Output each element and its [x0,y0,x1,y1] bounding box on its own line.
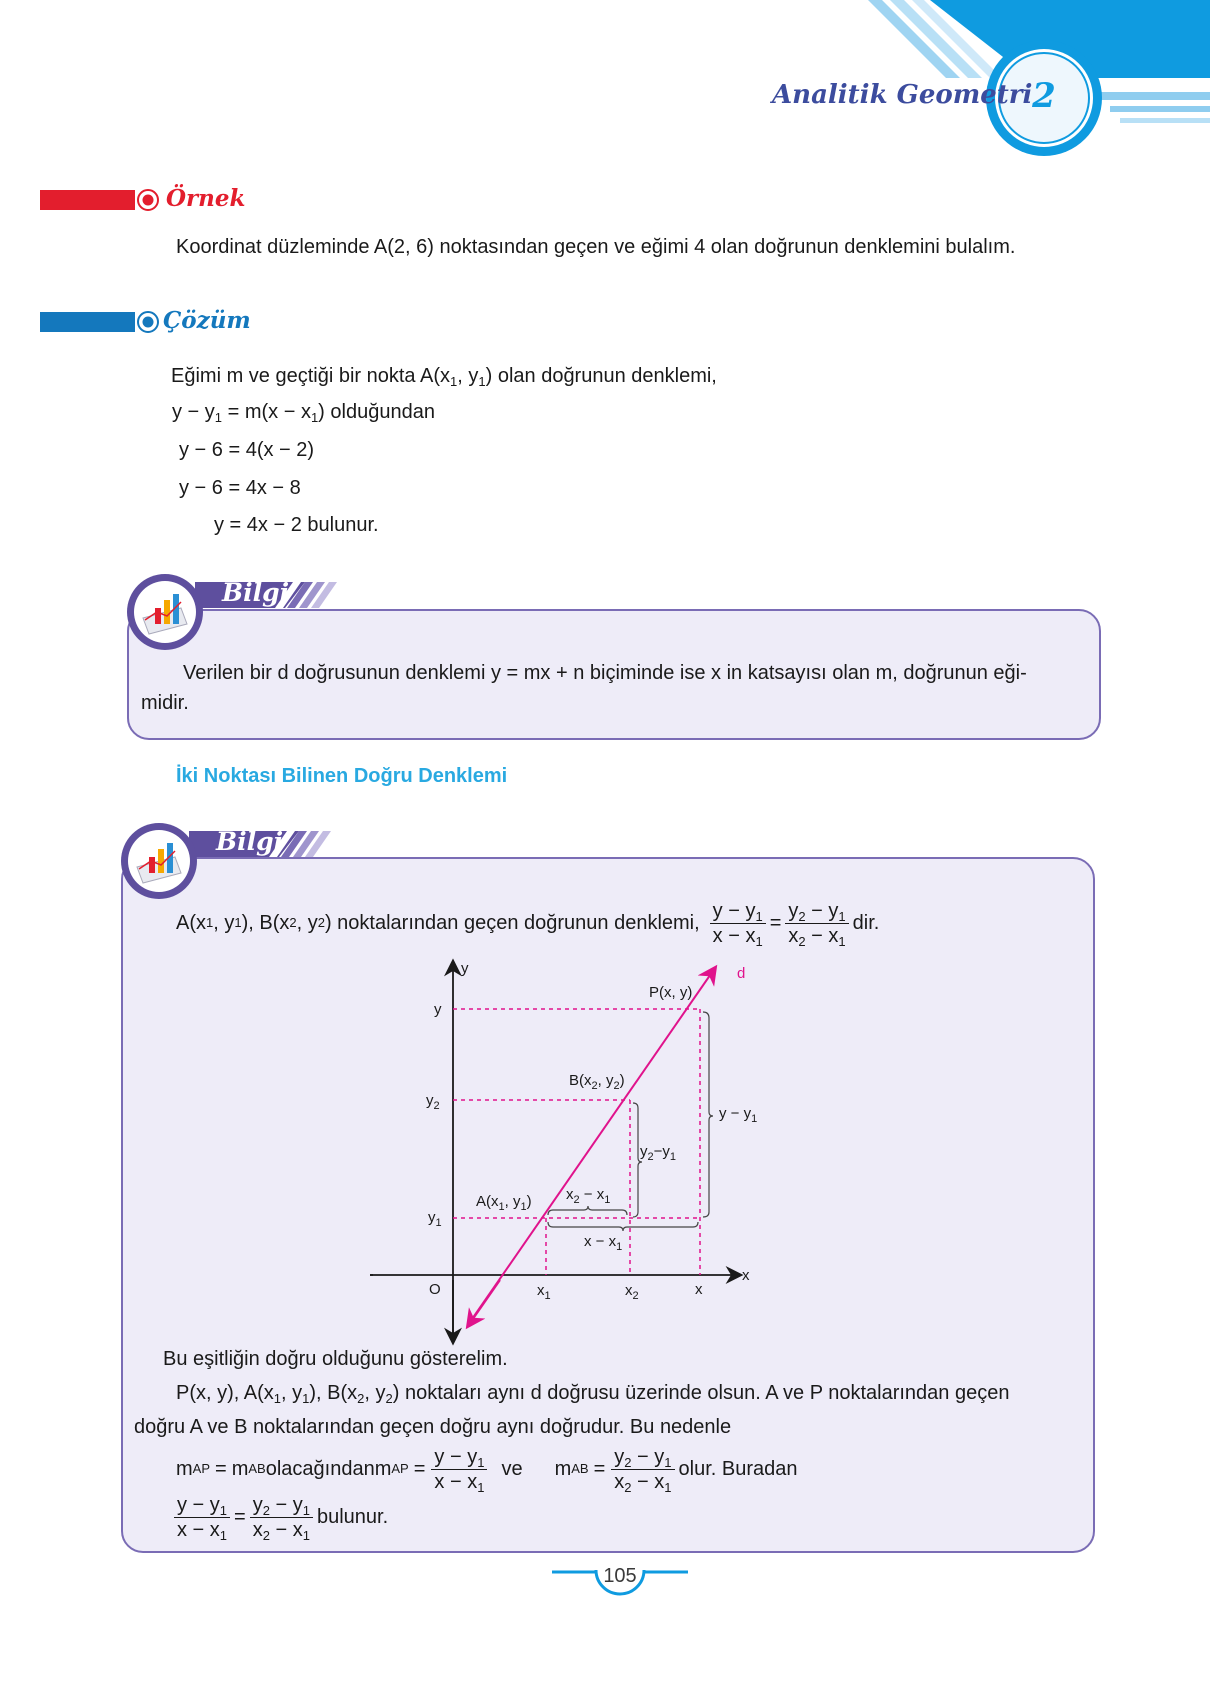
formula-fraction-left: $\frac{y - y_1}{x - x_1}$ [710,900,766,947]
bilgi-2-p3: doğru A ve B noktalarından geçen doğru aynı doğrudur. Bu nedenle [134,1416,732,1438]
brace-x2-x1 [548,1206,627,1215]
line-d-label: d [737,965,746,982]
fraction-final-left: $\frac{y - y_1}{x - x_1}$ [174,1494,230,1541]
tick-x2: $x_2$ [625,1282,639,1302]
fraction-final-right: $\frac{y_2 - y_1}{x_2 - x_1}$ [250,1494,313,1541]
bilgi-chart-icon [119,821,199,901]
bilgi-2-p5: $\frac{y - y_1}{x - x_1}$ = $\frac{y_2 - y_1}{x_2 - x_1}$ bulunur. [174,1490,388,1544]
line-d-tail [468,1280,500,1326]
formula-fraction-right: $\frac{y_2 - y_1}{x_2 - x_1}$ [785,900,848,947]
ornek-bar [40,190,135,210]
brace-x-x1 [548,1222,698,1231]
brace-y-y1 [703,1012,713,1217]
brace-x-x1-label: $x - x_1$ [584,1233,623,1253]
cozum-label: Çözüm [163,307,251,334]
cozum-line-3: y − 6 = 4(x − 2) [179,439,315,461]
x-axis-label: x [742,1267,750,1284]
cozum-line-5: y = 4x − 2 bulunur. [214,514,379,536]
tick-y1: $y_1$ [428,1209,442,1229]
tick-y: y [434,1001,442,1018]
fraction-m-ap: $\frac{y - y_1}{x - x_1}$ [431,1446,487,1493]
fraction-m-ab: $\frac{y_2 - y_1}{x_2 - x_1}$ [611,1446,674,1493]
tick-x: x [695,1281,703,1298]
brace-y2-y1 [633,1103,642,1217]
bilgi-1-label: Bilgi [222,578,290,607]
bilgi-2-p4: m AP = m AB olacağından m AP = $\frac{y - y_1}{x - x_1}$ ve m AB = $\frac{y_2 - y_1}{x_2 - x_1}$ olur. Buradan [176,1445,798,1495]
brace-y-y1-label: $y - y_1$ [719,1105,758,1125]
page-number: 105 [603,1565,637,1587]
brace-y2-y1-label: $y_2-y_1$ [640,1143,677,1163]
cozum-line-1: Eğimi m ve geçtiği bir nokta $A(x_1$, $y_1$) olan doğrunun denklemi, [171,365,717,389]
bilgi-1-text-2: midir. [141,692,189,714]
chapter-title: Analitik Geometri [772,80,1033,110]
tick-y2: $y_2$ [426,1092,440,1112]
chapter-number: 2 [1032,76,1056,116]
label-B: $B(x_2$, $y_2$) [569,1072,625,1092]
y-axis-label: y [461,960,469,977]
origin-label: O [429,1281,441,1298]
bilgi-2-formula: A(x 1 , y 1 ), B(x 2 , y 2 ) noktalarından geçen doğrunun denklemi, $\frac{y - y_1}{x - x_1}$ = $\frac{y_2 - y_1}{x_2 - x_1}$ dir. [176,899,880,949]
label-P: P(x, y) [649,984,693,1001]
subheading: İki Noktası Bilinen Doğru Denklemi [176,765,508,787]
cozum-bar [40,312,135,332]
cozum-target-icon [130,310,162,334]
bilgi-2-p1: Bu eşitliğin doğru olduğunu gösterelim. [163,1348,508,1370]
cozum-line-2: $y - y_1 = m(x - x_1)$ olduğundan [172,401,435,425]
brace-x2-x1-label: $x_2 - x_1$ [566,1186,611,1206]
bilgi-2-p2: P(x, y), $A(x_1$, $y_1$), $B(x_2$, $y_2$) noktaları aynı d doğrusu üzerinde olsun. A ve P noktalarından geçen [176,1382,1010,1406]
ornek-text: Koordinat düzleminde A(2, 6) noktasından geçen ve eğimi 4 olan doğrunun denklemini bulalım. [176,236,1016,258]
label-A: $A(x_1$, $y_1$) [476,1193,532,1213]
bilgi-chart-icon [125,572,205,652]
bilgi-2-label: Bilgi [216,827,284,856]
ornek-label: Örnek [166,185,246,212]
coordinate-diagram [370,950,770,1350]
tick-x1: $x_1$ [537,1282,551,1302]
bilgi-1-text-1: Verilen bir d doğrusunun denklemi y = mx + n biçiminde ise x in katsayısı olan m, doğrunun eği- [183,662,1027,684]
cozum-line-4: y − 6 = 4x − 8 [179,477,301,499]
ornek-target-icon [130,188,162,212]
line-d [470,968,715,1322]
